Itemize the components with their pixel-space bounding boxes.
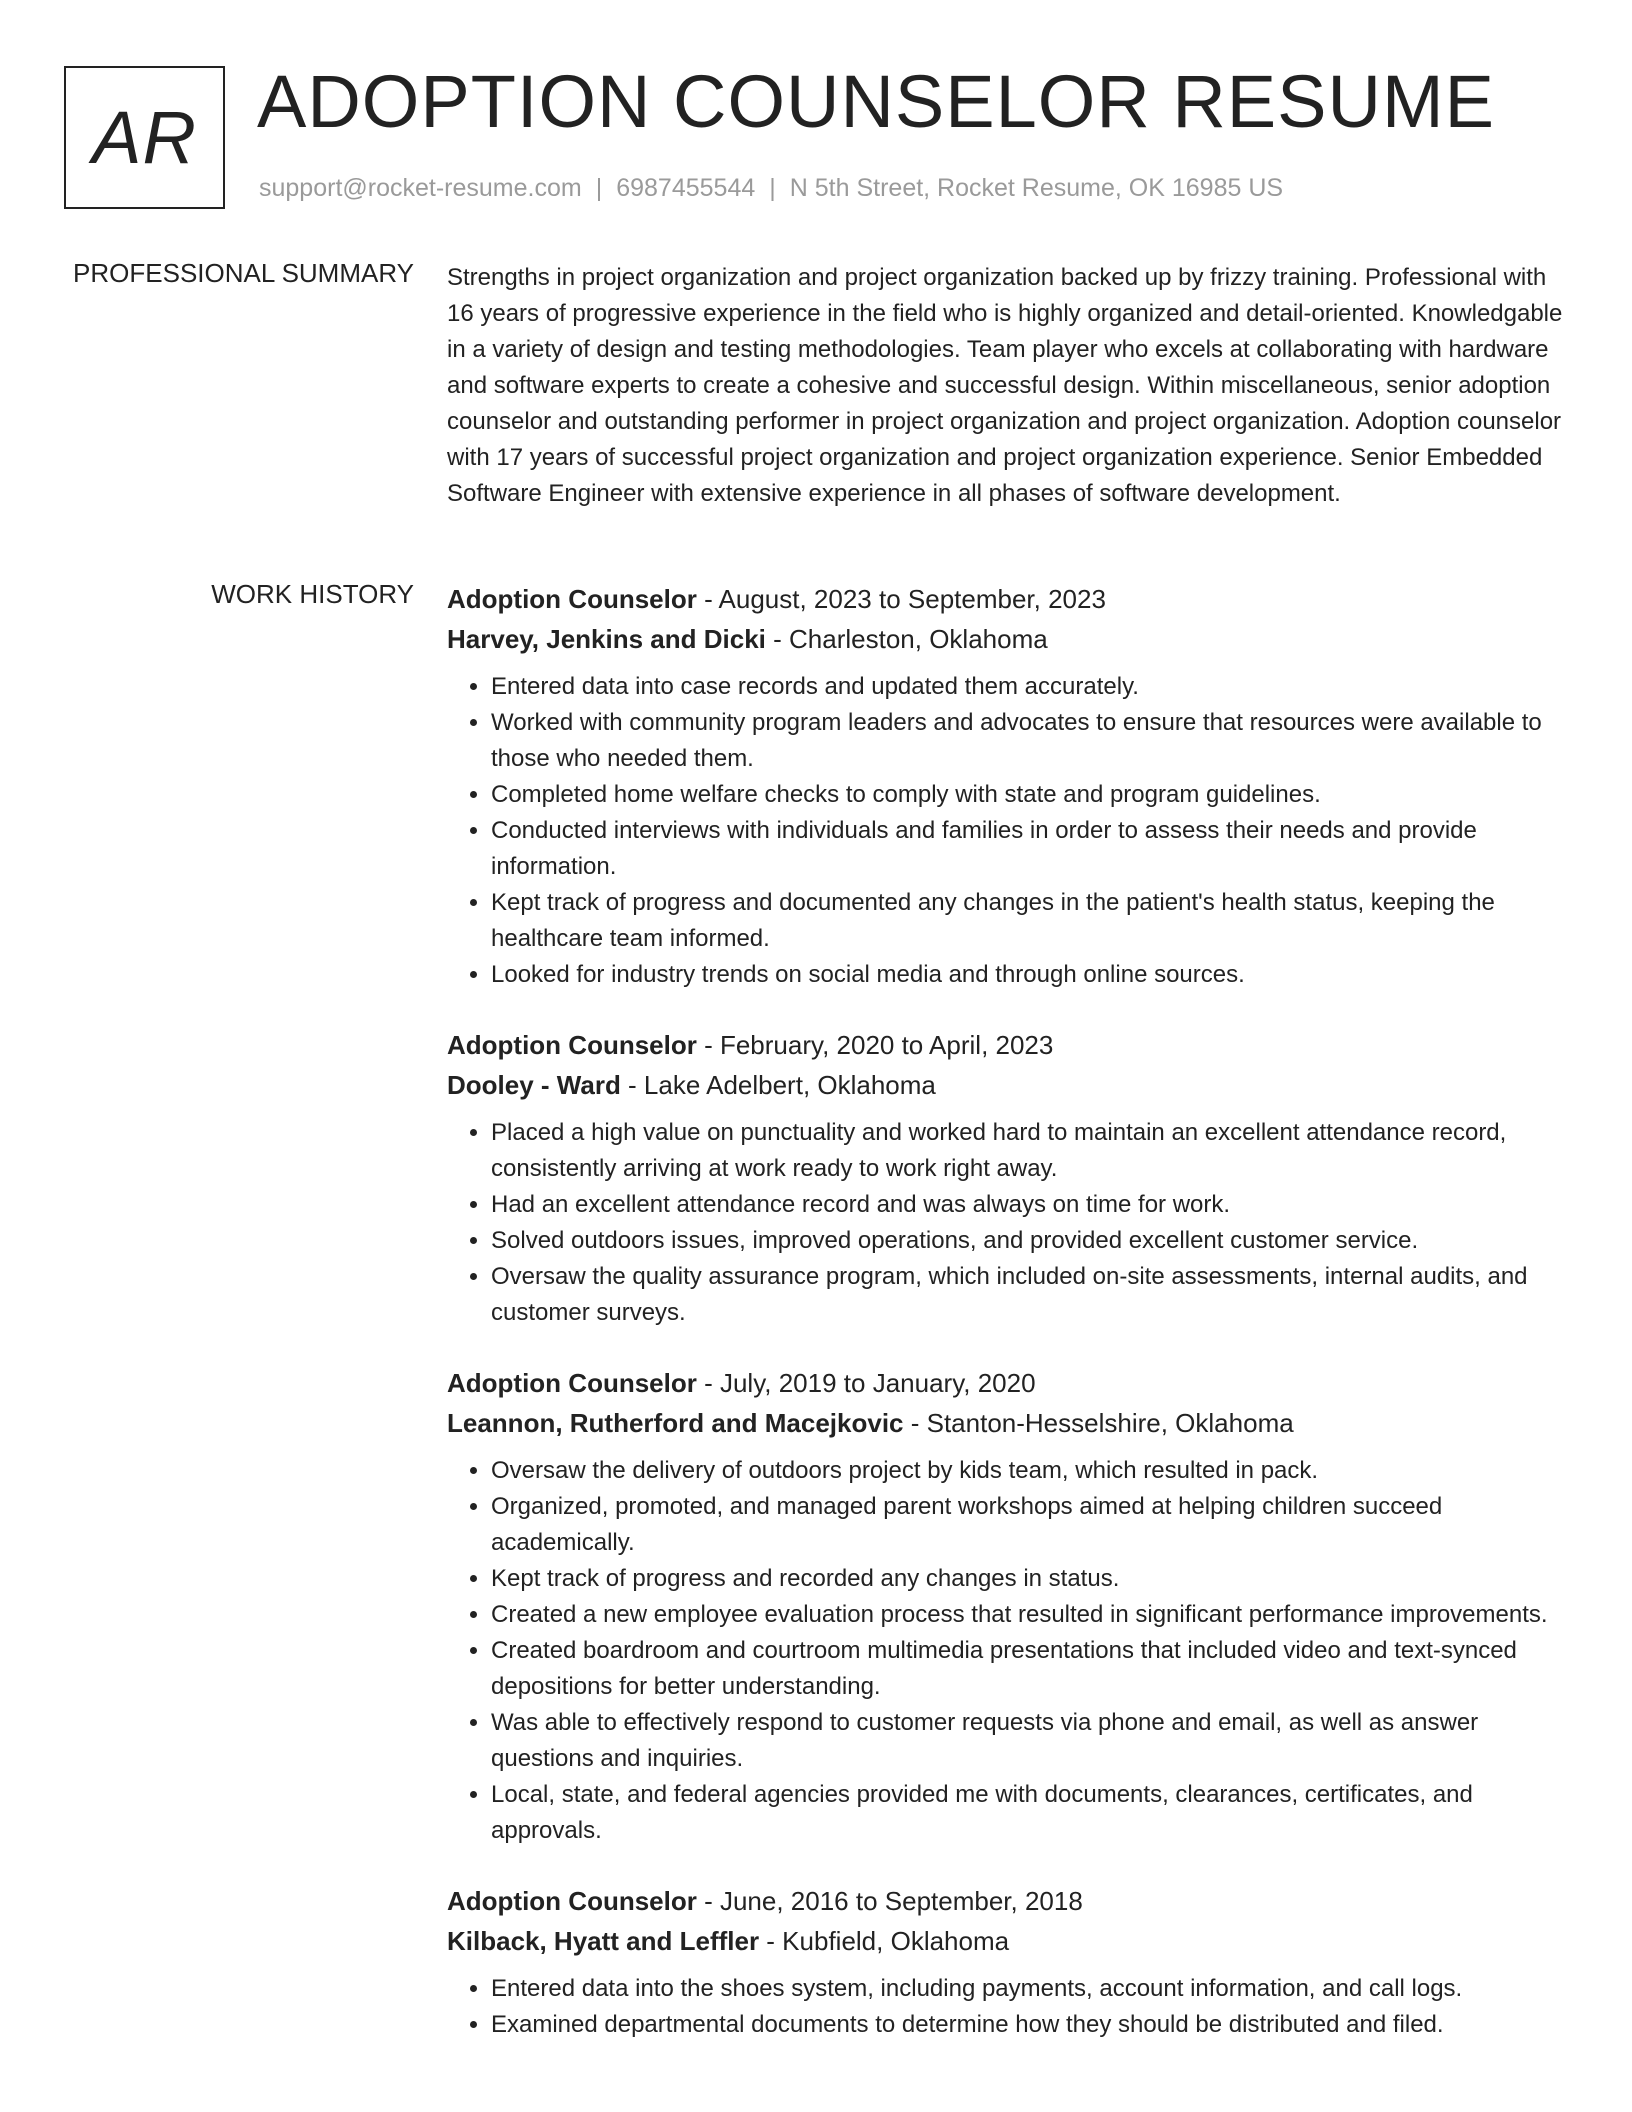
job-company: Dooley - Ward bbox=[447, 1070, 621, 1100]
contact-address: N 5th Street, Rocket Resume, OK 16985 US bbox=[789, 174, 1284, 202]
job-bullet: • Was able to effectively respond to customer requests via phone and email, as well as answer questions and inquiries. bbox=[491, 1705, 1567, 1777]
job-bullet: • Local, state, and federal agencies provided me with documents, clearances, certificates, and approvals. bbox=[491, 1777, 1567, 1849]
monogram-logo: AR bbox=[64, 66, 225, 209]
job-bullets bbox=[447, 1453, 1567, 1849]
job-bullet: • Created a new employee evaluation process that resulted in significant performance improvements. bbox=[491, 1597, 1567, 1633]
job-entry bbox=[447, 1025, 1567, 1331]
job-entry bbox=[447, 1363, 1567, 1849]
job-company-line bbox=[447, 619, 1567, 659]
job-bullet: • Placed a high value on punctuality and worked hard to maintain an excellent attendance record, consistently arriving at work ready to work right away. bbox=[491, 1115, 1567, 1187]
job-bullet: • Created boardroom and courtroom multimedia presentations that included video and text-synced depositions for better understanding. bbox=[491, 1633, 1567, 1705]
job-bullet: • Worked with community program leaders and advocates to ensure that resources were available to those who needed them. bbox=[491, 705, 1567, 777]
job-title-line bbox=[447, 1881, 1567, 1921]
resume-header bbox=[64, 60, 1564, 226]
job-bullet: • Oversaw the delivery of outdoors project by kids team, which resulted in pack. bbox=[491, 1453, 1567, 1489]
job-location: - Lake Adelbert, Oklahoma bbox=[620, 1070, 936, 1100]
resume-title: ADOPTION COUNSELOR RESUME bbox=[257, 60, 1495, 143]
job-bullets bbox=[447, 1971, 1567, 2043]
job-bullet: • Had an excellent attendance record and was always on time for work. bbox=[491, 1187, 1567, 1223]
job-dates: - July, 2019 to January, 2020 bbox=[696, 1368, 1036, 1398]
job-bullets bbox=[447, 669, 1567, 993]
summary-text: Strengths in project organization and project organization backed up by frizzy training. Professional with 16 years of progressive experience in the field who is highly organized and detail-oriented. Knowledgable in a variety of design and testing methodologies. Team player who excels at collaborating with hardware and software experts to create a cohesive and successful design. Within miscellaneous, senior adoption counselor and outstanding performer in project organization and project organization. Adoption counselor with 17 years of successful project organization and project organization experience. Senior Embedded Software Engineer with extensive experience in all phases of software development. bbox=[447, 264, 1563, 507]
job-company: Leannon, Rutherford and Macejkovic bbox=[447, 1408, 904, 1438]
job-bullet: • Looked for industry trends on social media and through online sources. bbox=[491, 957, 1567, 993]
job-dates: - February, 2020 to April, 2023 bbox=[696, 1030, 1054, 1060]
job-title: Adoption Counselor bbox=[447, 1368, 697, 1398]
job-title-line bbox=[447, 1025, 1567, 1065]
job-location: - Kubfield, Oklahoma bbox=[759, 1926, 1010, 1956]
job-title-line bbox=[447, 579, 1567, 619]
job-bullet: • Completed home welfare checks to comply with state and program guidelines. bbox=[491, 777, 1567, 813]
job-title: Adoption Counselor bbox=[447, 584, 697, 614]
job-company: Kilback, Hyatt and Leffler bbox=[447, 1926, 760, 1956]
job-entry bbox=[447, 579, 1567, 993]
job-bullet: • Oversaw the quality assurance program, which included on-site assessments, internal audits, and customer surveys. bbox=[491, 1259, 1567, 1331]
job-location: - Stanton-Hesselshire, Oklahoma bbox=[903, 1408, 1294, 1438]
job-bullets bbox=[447, 1115, 1567, 1331]
job-company-line bbox=[447, 1403, 1567, 1443]
job-bullet: • Examined departmental documents to determine how they should be distributed and filed. bbox=[491, 2007, 1567, 2043]
job-list bbox=[447, 579, 1567, 2075]
job-company-line bbox=[447, 1921, 1567, 1961]
job-bullet: • Conducted interviews with individuals and families in order to assess their needs and provide information. bbox=[491, 813, 1567, 885]
job-bullet: • Kept track of progress and recorded any changes in status. bbox=[491, 1561, 1567, 1597]
job-title-line bbox=[447, 1363, 1567, 1403]
job-location: - Charleston, Oklahoma bbox=[765, 624, 1048, 654]
job-title: Adoption Counselor bbox=[447, 1030, 697, 1060]
job-dates: - August, 2023 to September, 2023 bbox=[696, 584, 1106, 614]
section-label: WORK HISTORY bbox=[211, 579, 414, 609]
contact-separator: | bbox=[769, 174, 776, 202]
contact-separator: | bbox=[595, 174, 603, 202]
job-bullet: • Entered data into the shoes system, including payments, account information, and call logs. bbox=[491, 1971, 1567, 2007]
contact-email[interactable]: support@rocket-resume.com bbox=[259, 174, 582, 202]
job-company-line bbox=[447, 1065, 1567, 1105]
job-entry bbox=[447, 1881, 1567, 2043]
contact-line bbox=[259, 174, 1283, 203]
section-label: PROFESSIONAL SUMMARY bbox=[73, 258, 414, 288]
job-bullet: • Solved outdoors issues, improved operations, and provided excellent customer service. bbox=[491, 1223, 1567, 1259]
contact-phone[interactable]: 6987455544 bbox=[616, 174, 756, 202]
job-company: Harvey, Jenkins and Dicki bbox=[447, 624, 766, 654]
job-title: Adoption Counselor bbox=[447, 1886, 697, 1916]
job-bullet: • Entered data into case records and updated them accurately. bbox=[491, 669, 1567, 705]
job-bullet: • Organized, promoted, and managed parent workshops aimed at helping children succeed academically. bbox=[491, 1489, 1567, 1561]
job-dates: - June, 2016 to September, 2018 bbox=[696, 1886, 1083, 1916]
job-bullet: • Kept track of progress and documented any changes in the patient's health status, keeping the healthcare team informed. bbox=[491, 885, 1567, 957]
